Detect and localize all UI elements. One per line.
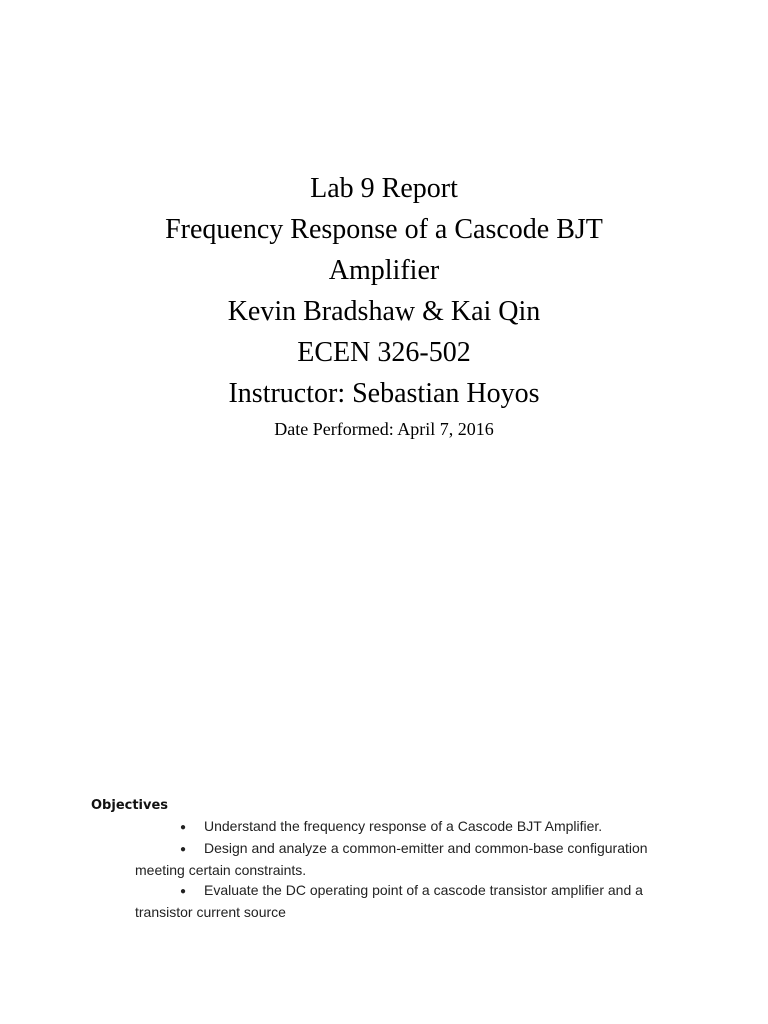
title-block	[0, 168, 768, 442]
report-subtitle-line-1: Frequency Response of a Cascode BJT	[165, 214, 603, 245]
list-item-text: Evaluate the DC operating point of a cascode transistor amplifier and a transistor current source	[135, 882, 643, 920]
report-subtitle-line-2: Amplifier	[328, 255, 440, 286]
objectives-heading: Objectives	[91, 798, 169, 813]
list-item	[135, 838, 691, 880]
list-item-text: Understand the frequency response of a Cascode BJT Amplifier.	[204, 818, 603, 834]
bullet-icon: ●	[180, 886, 187, 897]
bullet-icon: ●	[180, 844, 187, 855]
objectives-section	[91, 796, 691, 922]
course-code: ECEN 326-502	[297, 337, 471, 368]
date-performed: Date Performed: April 7, 2016	[274, 419, 494, 439]
bullet-icon: ●	[180, 822, 187, 833]
list-item-text: Design and analyze a common-emitter and common-base configuration meeting certain constraints.	[135, 840, 648, 878]
objectives-list	[91, 816, 691, 922]
authors: Kevin Bradshaw & Kai Qin	[227, 296, 541, 327]
list-item	[135, 880, 691, 922]
report-title: Lab 9 Report	[310, 173, 458, 204]
instructor: Instructor: Sebastian Hoyos	[228, 378, 540, 409]
list-item	[135, 816, 691, 838]
